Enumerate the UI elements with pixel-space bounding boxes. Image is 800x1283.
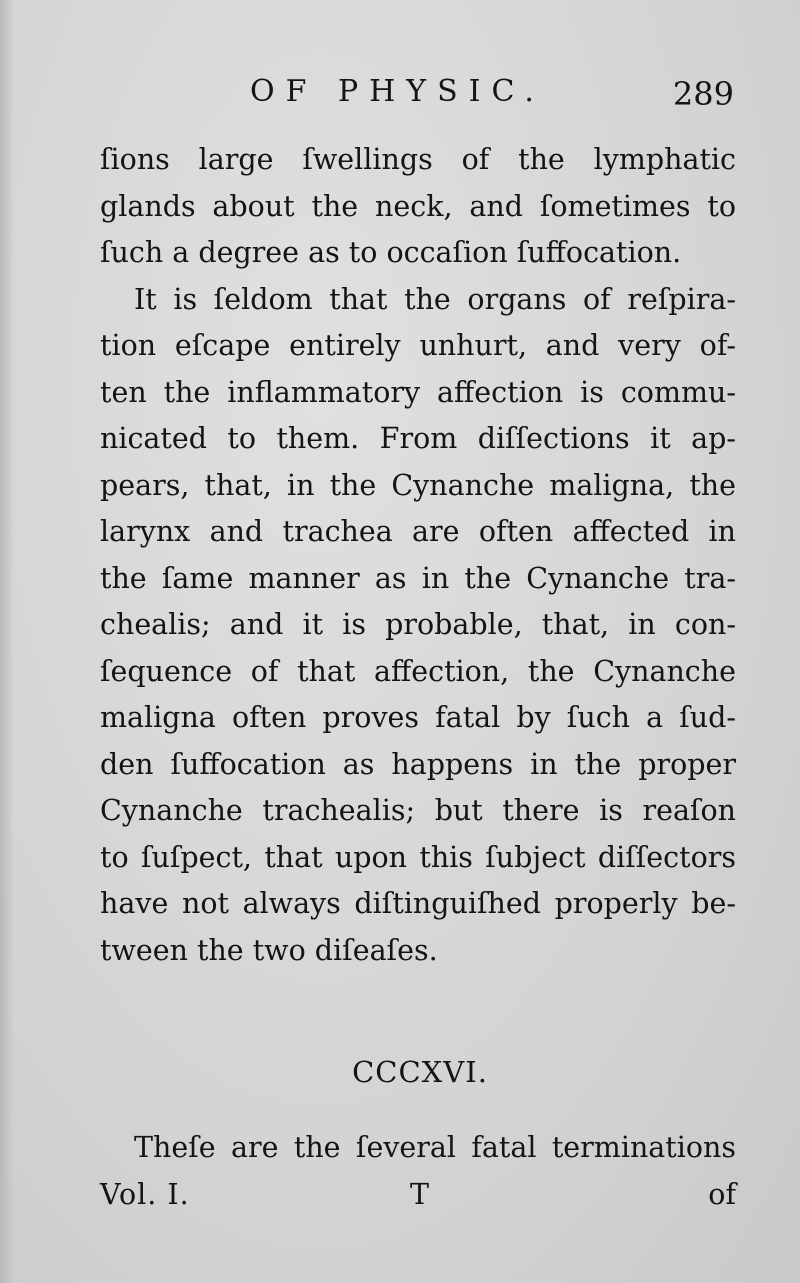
catchword: of (708, 1178, 736, 1211)
text-line: pears, that, in the Cynanche maligna, the (100, 468, 736, 502)
text-line: to ſuſpect, that upon this ſubject diſſectors (100, 840, 736, 874)
text-line: den ſuffocation as happens in the proper (100, 747, 736, 781)
text-line: Cynanche trachealis; but there is reaſon (100, 794, 736, 827)
running-head (100, 70, 740, 114)
text-line: ſequence of that affection, the Cynanche (100, 654, 736, 688)
text-line: ſions large ſwellings of the lymphatic (100, 143, 736, 176)
volume-label: Vol. I. (100, 1178, 190, 1211)
signature-mark: T (410, 1178, 430, 1211)
text-line: ten the inflammatory affection is commu- (100, 375, 736, 409)
next-paragraph (100, 1125, 736, 1172)
text-line: nicated to them. From diſſections it ap- (100, 422, 736, 455)
text-line: chealis; and it is probable, that, in con- (100, 608, 736, 641)
page-footer (100, 1172, 736, 1218)
text-line: glands about the neck, and ſometimes to (100, 189, 736, 223)
text-line: have not always diſtinguiſhed properly be- (100, 887, 736, 920)
running-head-title: OF PHYSIC. (250, 74, 545, 109)
text-line: tion eſcape entirely unhurt, and very of- (100, 329, 736, 362)
page-number: 289 (672, 75, 734, 113)
text-line: ſuch a degree as to occaſion ſuffocation. (100, 236, 682, 269)
text-line: maligna often proves fatal by ſuch a ſud- (100, 701, 736, 734)
text-line: larynx and trachea are often affected in (100, 515, 736, 548)
body-text (100, 137, 736, 974)
text-line: Theſe are the ſeveral fatal terminations (134, 1131, 736, 1164)
text-line: tween the two diſeaſes. (100, 933, 438, 967)
text-line: It is ſeldom that the organs of reſpira- (134, 282, 736, 316)
section-number: CCCXVI. (352, 1055, 488, 1089)
text-line: the ſame manner as in the Cynanche tra- (100, 561, 736, 595)
page-edge-shadow (0, 0, 14, 1283)
